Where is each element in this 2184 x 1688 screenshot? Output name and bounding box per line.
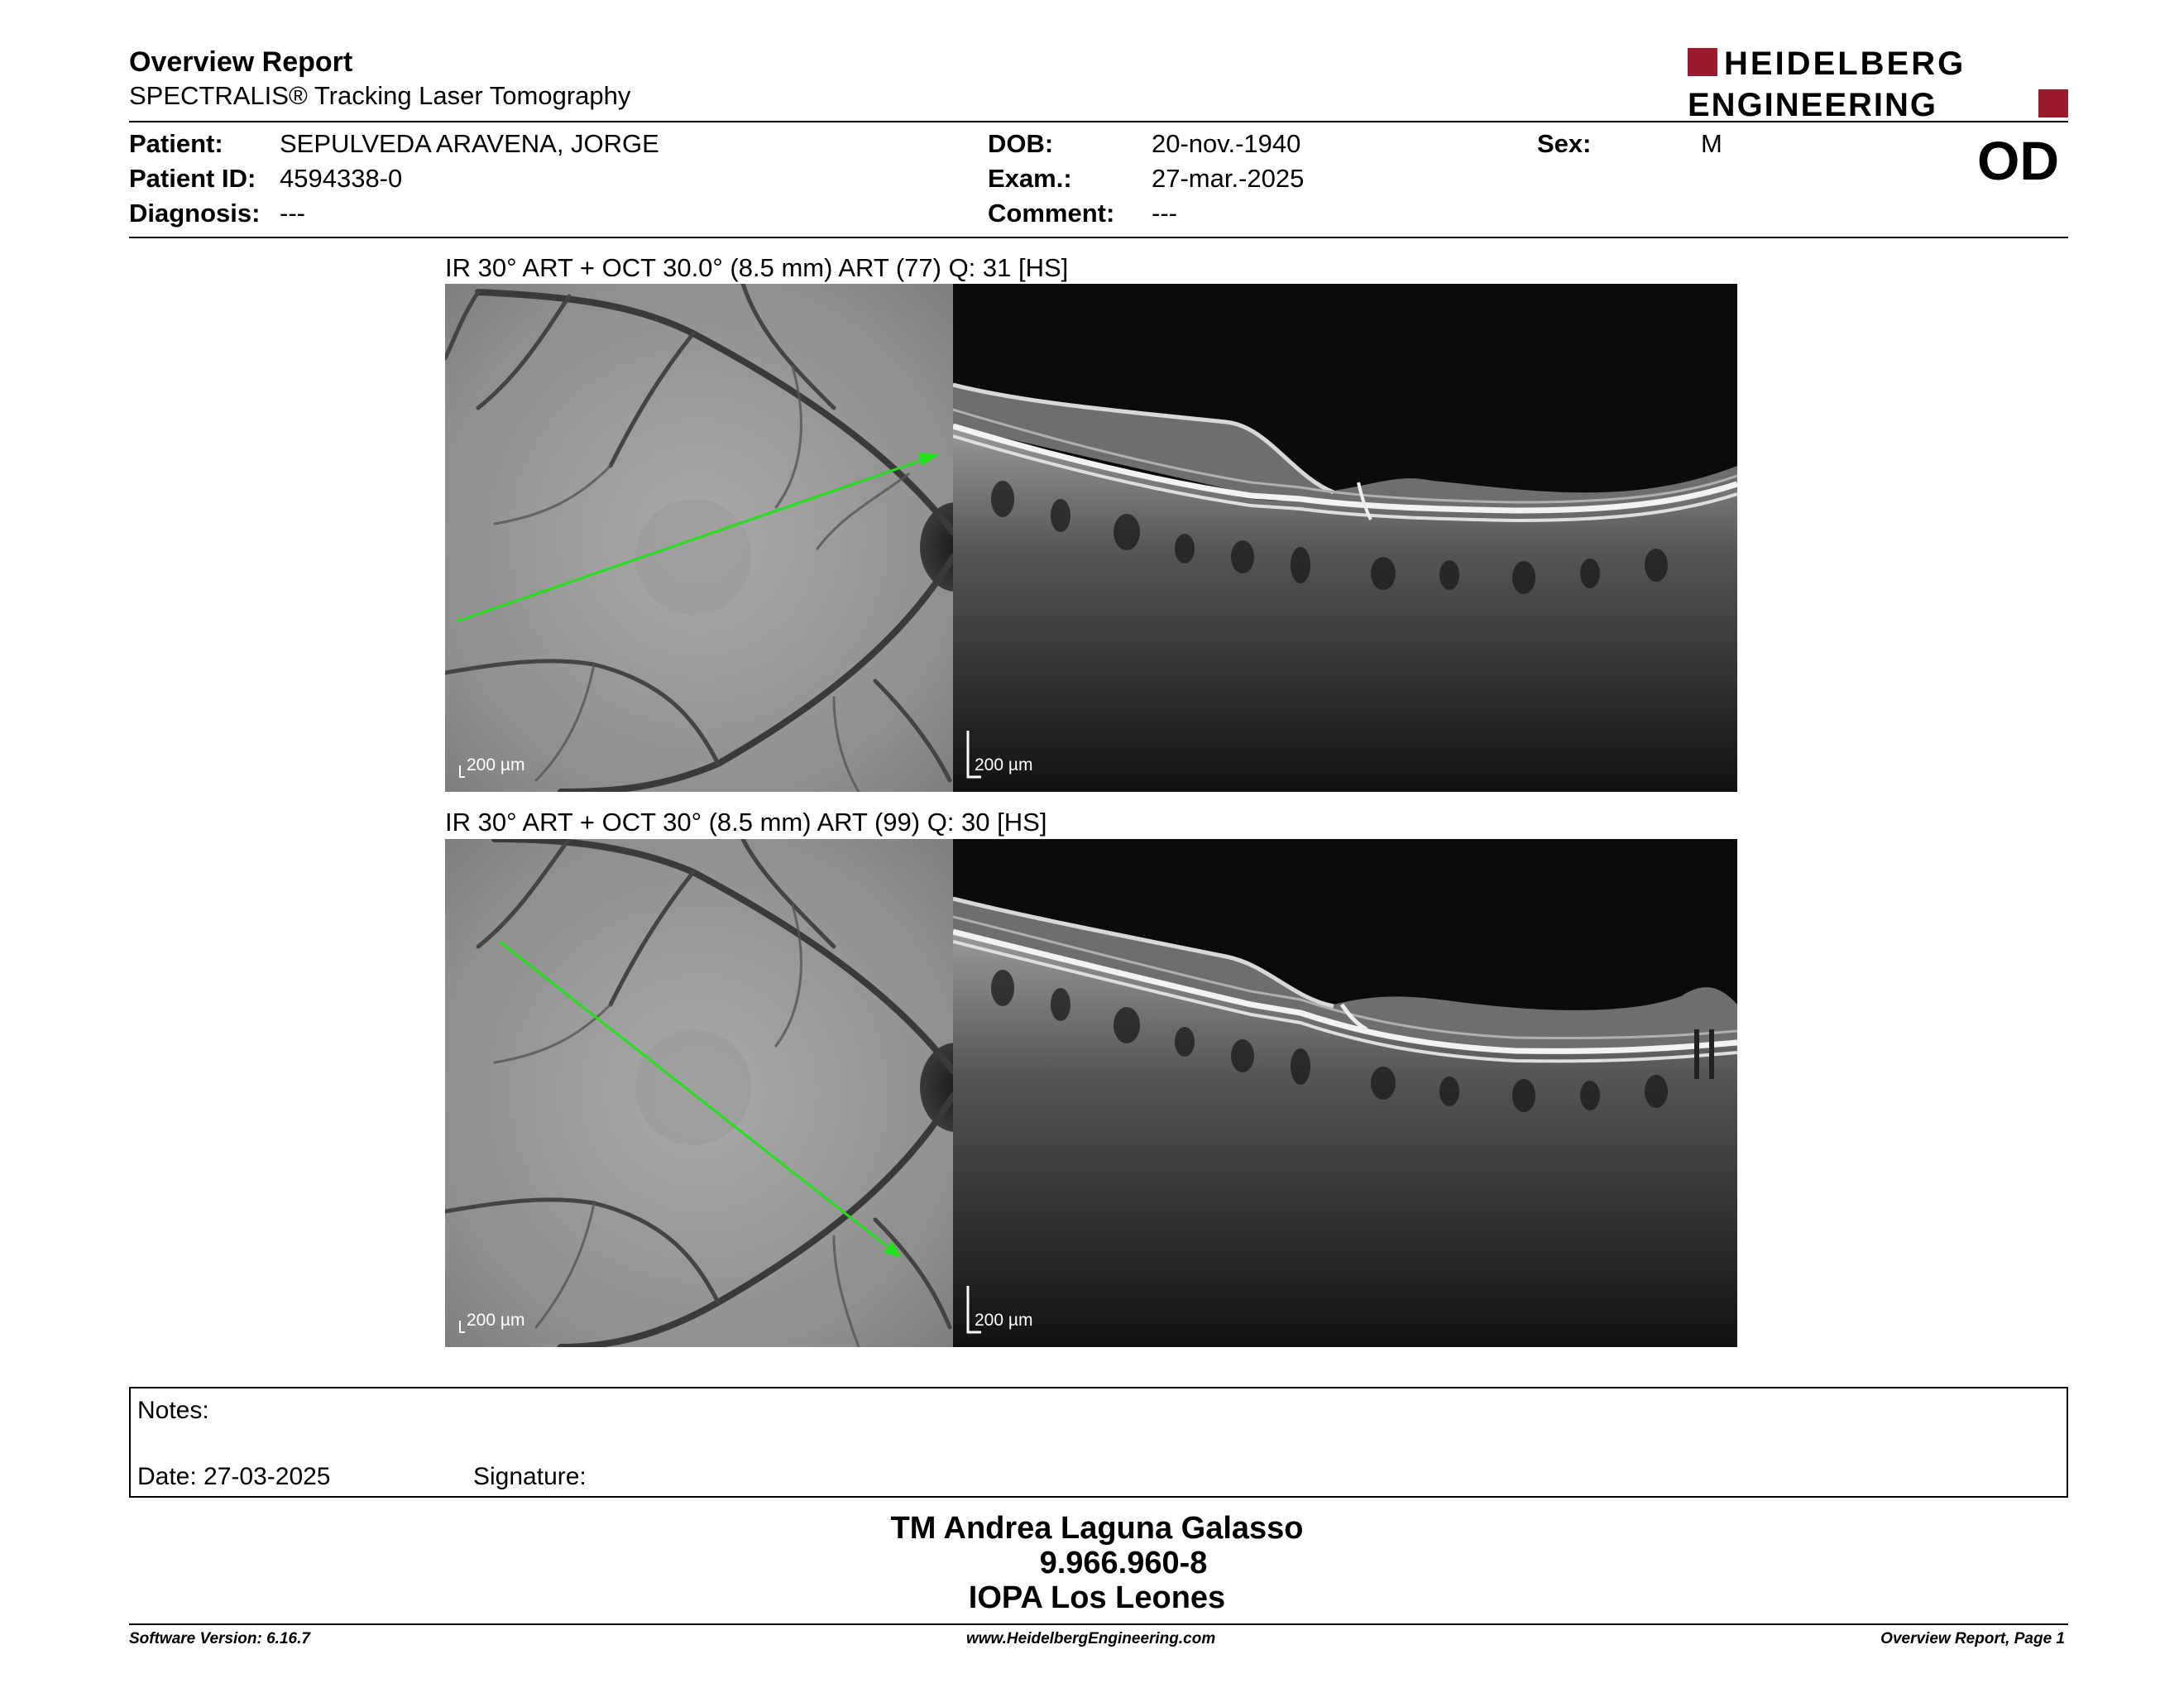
comment-label: Comment: xyxy=(988,199,1115,228)
notes-label: Notes: xyxy=(137,1397,209,1424)
exam-value: 27-mar.-2025 xyxy=(1152,164,1305,193)
logo-line2: ENGINEERING xyxy=(1688,87,1938,121)
footer-page-number: Overview Report, Page 1 xyxy=(1880,1630,2065,1647)
dob-value: 20-nov.-1940 xyxy=(1152,129,1301,158)
sex-label: Sex: xyxy=(1537,129,1592,158)
scan-1-oct-scale: 200 µm xyxy=(975,755,1033,774)
logo-line1: HEIDELBERG xyxy=(1724,46,1966,82)
footer-website-link[interactable]: www.HeidelbergEngineering.com xyxy=(966,1630,1216,1647)
heidelberg-logo xyxy=(1688,45,2068,121)
scan-2-oct-image xyxy=(953,839,1737,1347)
footer-software-version: Software Version: 6.16.7 xyxy=(129,1630,310,1647)
notes-signature-label: Signature: xyxy=(473,1463,587,1490)
notes-box[interactable] xyxy=(129,1387,2068,1498)
patient-rule xyxy=(129,237,2068,238)
scan-1-oct-image xyxy=(953,284,1737,792)
signatory-institution: IOPA Los Leones xyxy=(968,1580,1226,1615)
footer-rule xyxy=(129,1623,2068,1625)
signatory-id: 9.966.960-8 xyxy=(1039,1546,1208,1580)
comment-value: --- xyxy=(1152,199,1177,228)
diagnosis-label: Diagnosis: xyxy=(129,199,261,228)
sex-value: M xyxy=(1701,129,1722,158)
report-subtitle: SPECTRALIS® Tracking Laser Tomography xyxy=(129,81,631,110)
header-rule xyxy=(129,121,2068,122)
scan-2-title: IR 30° ART + OCT 30° (8.5 mm) ART (99) Q: 30 [HS] xyxy=(445,808,1047,837)
scan-1-title: IR 30° ART + OCT 30.0° (8.5 mm) ART (77) Q: 31 [HS] xyxy=(445,253,1069,282)
patient-value: SEPULVEDA ARAVENA, JORGE xyxy=(280,129,659,158)
dob-label: DOB: xyxy=(988,129,1054,158)
scan-2-fundus-image xyxy=(445,839,953,1347)
diagnosis-value: --- xyxy=(280,199,305,228)
patient-id-value: 4594338-0 xyxy=(280,164,403,193)
eye-indicator: OD xyxy=(1977,130,2059,191)
signatory-name: TM Andrea Laguna Galasso xyxy=(890,1511,1304,1546)
patient-id-label: Patient ID: xyxy=(129,164,256,193)
notes-date: Date: 27-03-2025 xyxy=(137,1463,331,1490)
exam-label: Exam.: xyxy=(988,164,1072,193)
scan-1-fundus-scale: 200 µm xyxy=(467,755,525,774)
report-title: Overview Report xyxy=(129,46,353,78)
scan-2-oct-scale: 200 µm xyxy=(975,1311,1033,1330)
patient-label: Patient: xyxy=(129,129,223,158)
scan-1-fundus-image xyxy=(445,284,953,792)
scan-2-fundus-scale: 200 µm xyxy=(467,1311,525,1330)
